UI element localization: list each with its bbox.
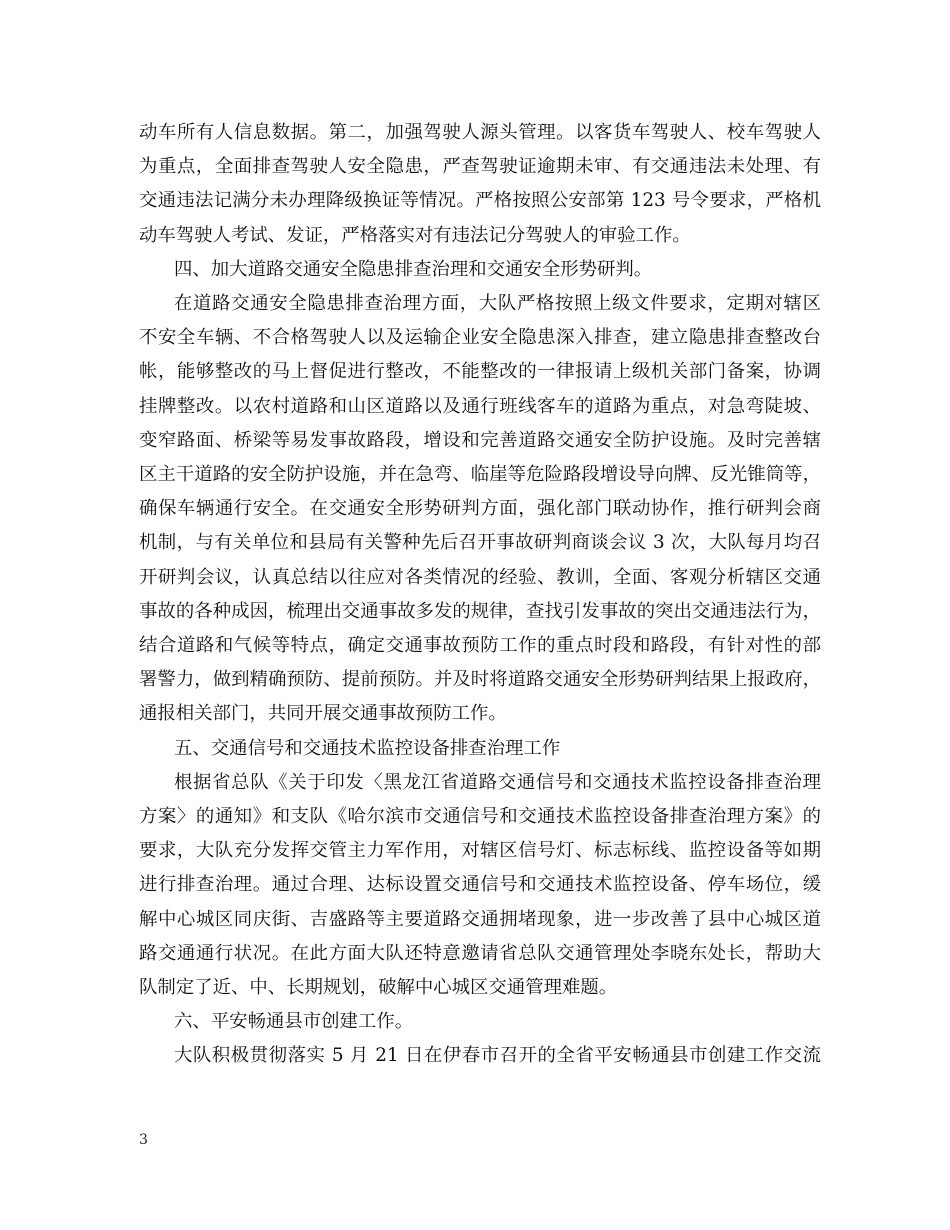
text-line: 确保车辆通行安全。在交通安全形势研判方面，强化部门联动协作，推行研判会商	[139, 498, 821, 520]
text-line: 四、加大道路交通安全隐患排查治理和交通安全形势研判。	[174, 258, 653, 280]
text-line: 路交通通行状况。在此方面大队还特意邀请省总队交通管理处李晓东处长，帮助大	[139, 942, 821, 964]
text-line: 在道路交通安全隐患排查治理方面，大队严格按照上级文件要求，定期对辖区	[174, 293, 821, 314]
text-line: 大队积极贯彻落实 5 月 21 日在伊春市召开的全省平安畅通县市创建工作交流	[174, 1045, 821, 1067]
text-line: 挂牌整改。以农村道路和山区道路以及通行班线客车的道路为重点，对急弯陡坡、	[139, 395, 821, 417]
text-line: 根据省总队《关于印发〈黑龙江省道路交通信号和交通技术监控设备排查治理	[174, 771, 821, 793]
text-line: 交通违法记满分未办理降级换证等情况。严格按照公安部第 123 号令要求，严格机	[139, 190, 821, 212]
text-line: 机制，与有关单位和县局有关警种先后召开事故研判商谈会议 3 次，大队每月均召	[139, 532, 821, 554]
text-line: 五、交通信号和交通技术监控设备排查治理工作	[174, 737, 561, 759]
text-line: 解中心城区同庆街、吉盛路等主要道路交通拥堵现象，进一步改善了县中心城区道	[139, 908, 821, 930]
text-line: 结合道路和气候等特点，确定交通事故预防工作的重点时段和路段，有针对性的部	[139, 635, 821, 656]
text-line: 六、平安畅通县市创建工作。	[174, 1011, 414, 1033]
text-line: 进行排查治理。通过合理、达标设置交通信号和交通技术监控设备、停车场位，缓	[139, 874, 821, 896]
text-line: 开研判会议，认真总结以往应对各类情况的经验、教训，全面、客观分析辖区交通	[139, 566, 821, 588]
text-line: 通报相关部门，共同开展交通事故预防工作。	[139, 703, 507, 725]
text-line: 变窄路面、桥梁等易发事故路段，增设和完善道路交通安全防护设施。及时完善辖	[139, 429, 821, 451]
text-line: 动车驾驶人考试、发证，严格落实对有违法记分驾驶人的审验工作。	[139, 224, 691, 246]
text-line: 队制定了近、中、长期规划，破解中心城区交通管理难题。	[139, 977, 618, 998]
text-line: 区主干道路的安全防护设施，并在急弯、临崖等危险路段增设导向牌、反光锥筒等，	[139, 464, 821, 485]
text-line: 署警力，做到精确预防、提前预防。并及时将道路交通安全形势研判结果上报政府，	[139, 669, 821, 691]
page-number: 3	[139, 1132, 148, 1148]
text-line: 为重点，全面排查驾驶人安全隐患，严查驾驶证逾期未审、有交通违法未处理、有	[139, 156, 821, 178]
text-line: 动车所有人信息数据。第二，加强驾驶人源头管理。以客货车驾驶人、校车驾驶人	[139, 122, 821, 143]
text-line: 帐，能够整改的马上督促进行整改，不能整改的一律报请上级机关部门备案，协调	[139, 361, 821, 383]
text-line: 要求，大队充分发挥交管主力军作用，对辖区信号灯、标志标线、监控设备等如期	[139, 840, 821, 862]
text-line: 事故的各种成因，梳理出交通事故多发的规律，查找引发事故的突出交通违法行为，	[139, 600, 821, 622]
text-line: 方案〉的通知》和支队《哈尔滨市交通信号和交通技术监控设备排查治理方案》的	[139, 806, 821, 827]
text-line: 不安全车辆、不合格驾驶人以及运输企业安全隐患深入排查，建立隐患排查整改台	[139, 327, 821, 349]
